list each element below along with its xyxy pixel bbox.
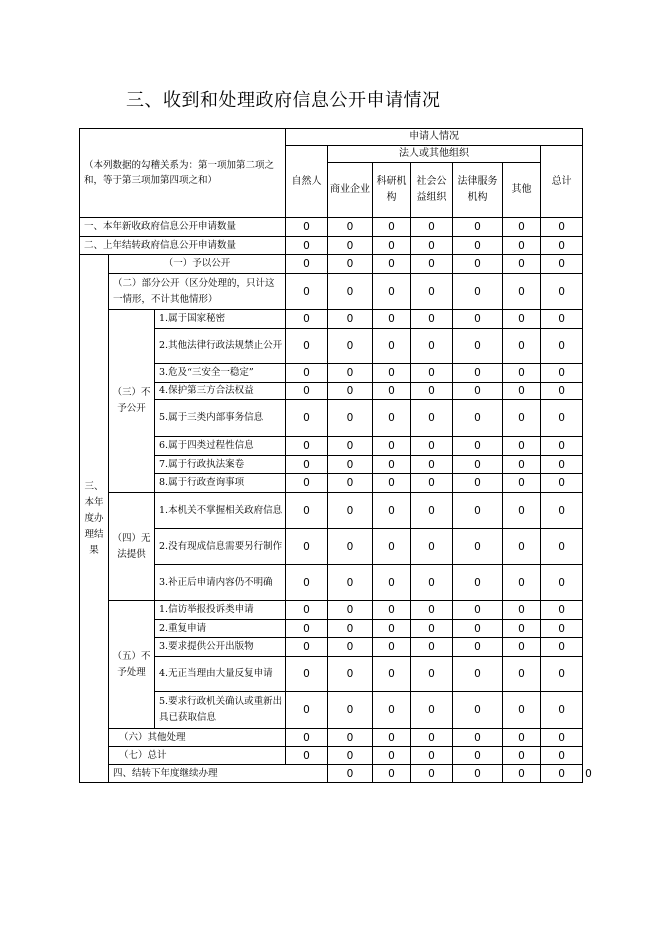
value-cell: 0: [453, 255, 503, 274]
value-cell: 0: [373, 255, 411, 274]
value-cell: 0: [328, 692, 373, 729]
value-cell: 0: [328, 383, 373, 400]
header-social-welfare: 社会公益组织: [411, 163, 453, 218]
value-cell: 0: [541, 329, 583, 364]
value-cell: 0: [328, 400, 373, 437]
value-cell: 0: [503, 437, 541, 456]
table-row: [80, 474, 583, 493]
item-label-not-disclose: 4.保护第三方合法权益: [155, 383, 286, 400]
item-label-not-disclose: 3.危及“三安全一稳定”: [155, 364, 286, 383]
value-cell: 0: [373, 383, 411, 400]
value-cell: 0: [453, 638, 503, 657]
table-row: [80, 657, 583, 692]
value-cell: 0: [503, 493, 541, 529]
value-cell: 0: [411, 601, 453, 620]
row-label-subtotal: （七）总计: [109, 747, 286, 765]
item-label-not-disclose: 6.属于四类过程性信息: [155, 437, 286, 456]
value-cell: 0: [373, 692, 411, 729]
table-row: 四、结转下年度继续办理 0 0 0 0 0 0 0: [80, 765, 583, 783]
value-cell: 0: [411, 657, 453, 692]
value-cell: 0: [373, 474, 411, 493]
value-cell: 0: [411, 364, 453, 383]
value-cell: 0: [503, 274, 541, 310]
value-cell: 0: [411, 747, 453, 765]
group-label-cannot-provide: （四）无法提供: [109, 493, 155, 601]
value-cell: 0: [453, 310, 503, 329]
table-row: [80, 692, 583, 729]
disclosure-requests-table: [79, 128, 592, 783]
item-label-cannot-provide: 1.本机关不掌握相关政府信息: [155, 493, 286, 529]
value-cell: 0: [453, 747, 503, 765]
value-cell: 0: [328, 237, 373, 255]
value-cell: 0: [328, 329, 373, 364]
value-cell: 0: [411, 218, 453, 237]
value-cell: 0: [541, 400, 583, 437]
value-cell: 0: [503, 765, 541, 783]
value-cell: 0: [541, 747, 583, 765]
item-label-not-process: 5.要求行政机关确认或重新出具已获取信息: [155, 692, 286, 729]
table-row: [80, 310, 583, 329]
value-cell: 0: [503, 601, 541, 620]
value-cell: 0: [328, 364, 373, 383]
value-cell: 0: [286, 692, 328, 729]
value-cell: 0: [373, 529, 411, 565]
table-row: [80, 383, 583, 400]
value-cell: 0: [286, 274, 328, 310]
value-cell: 0: [411, 437, 453, 456]
row-label-disclose: （一）予以公开: [109, 255, 286, 274]
value-cell: 0: [286, 364, 328, 383]
header-natural-person: 自然人: [286, 146, 328, 218]
value-cell: 0: [373, 638, 411, 657]
value-cell: 0: [328, 657, 373, 692]
value-cell: 0: [411, 456, 453, 474]
value-cell: 0: [286, 657, 328, 692]
value-cell: 0: [541, 765, 583, 783]
value-cell: 0: [328, 218, 373, 237]
table-row: [80, 565, 583, 601]
value-cell: 0: [286, 310, 328, 329]
value-cell: 0: [503, 364, 541, 383]
value-cell: 0: [503, 237, 541, 255]
value-cell: 0: [503, 400, 541, 437]
value-cell: 0: [286, 329, 328, 364]
value-cell: 0: [373, 274, 411, 310]
value-cell: 0: [541, 310, 583, 329]
item-label-not-disclose: 7.属于行政执法案卷: [155, 456, 286, 474]
value-cell: 0: [411, 274, 453, 310]
section-label-results: 三、本年度办理结果: [80, 255, 109, 783]
value-cell: 0: [411, 565, 453, 601]
value-cell: 0: [541, 364, 583, 383]
value-cell: 0: [373, 765, 411, 783]
value-cell: 0: [328, 474, 373, 493]
header-other: 其他: [503, 163, 541, 218]
value-cell: 0: [373, 747, 411, 765]
value-cell: 0: [541, 620, 583, 638]
table-row: [80, 638, 583, 657]
value-cell: 0: [373, 400, 411, 437]
value-cell: 0: [328, 601, 373, 620]
value-cell: 0: [411, 638, 453, 657]
value-cell: 0: [503, 729, 541, 747]
value-cell: 0: [541, 638, 583, 657]
value-cell: 0: [286, 638, 328, 657]
table-row: [80, 274, 583, 310]
value-cell: 0: [286, 565, 328, 601]
value-cell: 0: [453, 400, 503, 437]
value-cell: 0: [411, 493, 453, 529]
value-cell: 0: [541, 474, 583, 493]
value-cell: 0: [503, 638, 541, 657]
value-cell: 0: [541, 692, 583, 729]
value-cell: 0: [328, 310, 373, 329]
value-cell: 0: [541, 565, 583, 601]
table-row: [80, 255, 583, 274]
value-cell: 0: [453, 474, 503, 493]
table-row: [80, 620, 583, 638]
value-cell: 0: [411, 729, 453, 747]
table-row: [80, 601, 583, 620]
value-cell: 0: [328, 565, 373, 601]
value-cell: 0: [453, 437, 503, 456]
value-cell: 0: [541, 657, 583, 692]
value-cell: 0: [503, 310, 541, 329]
item-label-not-process: 1.信访举报投诉类申请: [155, 601, 286, 620]
value-cell: 0: [328, 638, 373, 657]
value-cell: 0: [453, 218, 503, 237]
value-cell: 0: [373, 620, 411, 638]
value-cell: 0: [286, 437, 328, 456]
value-cell: 0: [286, 237, 328, 255]
table-row: [80, 218, 583, 237]
value-cell: 0: [453, 565, 503, 601]
item-label-cannot-provide: 2.没有现成信息需要另行制作: [155, 529, 286, 565]
value-cell: 0: [373, 493, 411, 529]
value-cell: 0: [453, 765, 503, 783]
value-cell: 0: [503, 383, 541, 400]
table-row: [80, 400, 583, 437]
value-cell: 0: [286, 747, 328, 765]
row-label-carried-over: 二、上年结转政府信息公开申请数量: [80, 237, 286, 255]
table-row: [80, 529, 583, 565]
value-cell: 0: [373, 218, 411, 237]
value-cell: 0: [541, 529, 583, 565]
value-cell: 0: [411, 383, 453, 400]
value-cell: 0: [503, 657, 541, 692]
item-label-cannot-provide: 3.补正后申请内容仍不明确: [155, 565, 286, 601]
value-cell: 0: [503, 474, 541, 493]
value-cell: 0: [411, 400, 453, 437]
row-label-carry-next: 四、结转下年度继续办理: [109, 765, 328, 783]
value-cell: 0: [541, 437, 583, 456]
row-label-partial: （二）部分公开（区分处理的，只计这一情形，不计其他情形）: [109, 274, 286, 310]
value-cell: 0: [453, 692, 503, 729]
group-label-not-disclose: （三）不予公开: [109, 310, 155, 493]
table-row: [80, 747, 583, 765]
value-cell: 0: [541, 274, 583, 310]
item-label-not-disclose: 1.属于国家秘密: [155, 310, 286, 329]
value-cell: 0: [503, 329, 541, 364]
value-cell: 0: [328, 529, 373, 565]
header-legal-other: 法人或其他组织: [328, 146, 541, 163]
value-cell: 0: [328, 765, 373, 783]
value-cell: 0: [373, 657, 411, 692]
table-row: [80, 329, 583, 364]
value-cell: 0: [286, 218, 328, 237]
value-cell: 0: [503, 747, 541, 765]
table-row: [80, 493, 583, 529]
item-label-not-process: 4.无正当理由大量反复申请: [155, 657, 286, 692]
value-cell: 0: [286, 456, 328, 474]
value-cell: 0: [373, 329, 411, 364]
value-cell: 0: [373, 237, 411, 255]
value-cell: 0: [286, 493, 328, 529]
value-cell: 0: [453, 601, 503, 620]
header-note: （本列数据的勾稽关系为：第一项加第二项之和，等于第三项加第四项之和）: [80, 129, 286, 218]
item-label-not-disclose: 8.属于行政查询事项: [155, 474, 286, 493]
value-cell: 0: [453, 529, 503, 565]
header-commercial: 商业企业: [328, 163, 373, 218]
value-cell: 0: [411, 529, 453, 565]
value-cell: 0: [286, 529, 328, 565]
value-cell: 0: [373, 364, 411, 383]
header-research: 科研机构: [373, 163, 411, 218]
value-cell: 0: [328, 456, 373, 474]
value-cell: 0: [453, 364, 503, 383]
value-cell: 0: [286, 400, 328, 437]
value-cell: 0: [541, 218, 583, 237]
value-cell: 0: [541, 601, 583, 620]
header-total: 总计: [541, 146, 583, 218]
value-cell: 0: [286, 474, 328, 493]
value-cell: 0: [373, 310, 411, 329]
value-cell: 0: [541, 237, 583, 255]
item-label-not-process: 2.重复申请: [155, 620, 286, 638]
header-applicant-situation: 申请人情况: [286, 129, 583, 146]
page-title: 三、收到和处理政府信息公开申请情况: [126, 90, 441, 111]
value-cell: 0: [453, 620, 503, 638]
value-cell: 0: [541, 729, 583, 747]
table-row: [80, 456, 583, 474]
value-cell: 0: [328, 620, 373, 638]
value-cell: 0: [411, 474, 453, 493]
value-cell: 0: [328, 493, 373, 529]
value-cell: 0: [453, 456, 503, 474]
value-cell: 0: [286, 383, 328, 400]
table-row: [80, 437, 583, 456]
value-cell: 0: [453, 237, 503, 255]
value-cell: 0: [411, 620, 453, 638]
value-cell: 0: [411, 329, 453, 364]
value-cell: 0: [453, 383, 503, 400]
value-cell: 0: [411, 310, 453, 329]
value-cell: 0: [453, 274, 503, 310]
value-cell: 0: [503, 620, 541, 638]
value-cell: 0: [503, 692, 541, 729]
value-cell: 0: [411, 237, 453, 255]
value-cell: 0: [541, 493, 583, 529]
value-cell: 0: [328, 255, 373, 274]
value-cell: 0: [286, 255, 328, 274]
value-cell: 0: [373, 456, 411, 474]
item-label-not-disclose: 5.属于三类内部事务信息: [155, 400, 286, 437]
value-cell: 0: [373, 437, 411, 456]
value-cell: 0: [541, 383, 583, 400]
value-cell: 0: [328, 437, 373, 456]
table-row: [80, 729, 583, 747]
value-cell: 0: [373, 565, 411, 601]
value-cell: 0: [503, 255, 541, 274]
group-label-not-process: （五）不予处理: [109, 601, 155, 729]
value-cell: 0: [541, 255, 583, 274]
item-label-not-disclose: 2.其他法律行政法规禁止公开: [155, 329, 286, 364]
value-cell: 0: [503, 218, 541, 237]
table-row: [80, 237, 583, 255]
value-cell: 0: [541, 456, 583, 474]
header-legal-service: 法律服务机构: [453, 163, 503, 218]
value-cell: 0: [453, 657, 503, 692]
value-cell: 0: [503, 456, 541, 474]
value-cell: 0: [411, 765, 453, 783]
value-cell: 0: [328, 274, 373, 310]
row-label-new-requests: 一、本年新收政府信息公开申请数量: [80, 218, 286, 237]
value-cell: 0: [373, 729, 411, 747]
value-cell: 0: [411, 255, 453, 274]
value-cell: 0: [453, 329, 503, 364]
value-cell: 0: [328, 747, 373, 765]
value-cell: 0: [328, 729, 373, 747]
value-cell: 0: [286, 601, 328, 620]
value-cell: 0: [453, 493, 503, 529]
item-label-not-process: 3.要求提供公开出版物: [155, 638, 286, 657]
value-cell: 0: [373, 601, 411, 620]
value-cell: 0: [411, 692, 453, 729]
value-cell: 0: [503, 529, 541, 565]
value-cell: 0: [453, 729, 503, 747]
value-cell: 0: [503, 565, 541, 601]
value-cell: 0: [286, 620, 328, 638]
row-label-other-process: （六）其他处理: [109, 729, 286, 747]
value-cell: 0: [286, 729, 328, 747]
table-row: [80, 364, 583, 383]
